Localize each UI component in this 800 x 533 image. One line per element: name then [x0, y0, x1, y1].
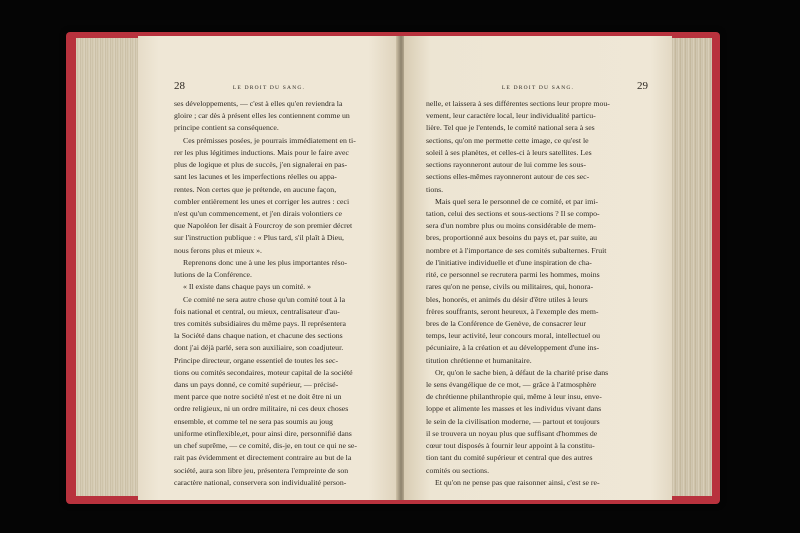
text-line: sur l'instruction publique : « Plus tard, s'il plaît à Dieu, [174, 233, 344, 243]
text-line: combler entièrement les unes et corriger les autres : ceci [174, 196, 350, 206]
text-line: de l'initiative individuelle et d'une inspiration de cha- [426, 257, 592, 267]
text-line: caractère national, conservera son individualité person- [174, 477, 347, 487]
text-line: Ce comité ne sera autre chose qu'un comité tout à la [183, 294, 346, 304]
text-line: principe contient sa conséquence. [174, 123, 279, 133]
text-line: rer les plus légitimes inductions. Mais pour le faire avec [174, 147, 349, 157]
text-line: rité, ce personnel se recrutera parmi les hommes, moins [426, 270, 600, 280]
text-line: pécuniaire, à la création et au développement d'une ins- [426, 343, 600, 353]
text-line: temps, leur activité, leur concours moral, intellectuel ou [426, 331, 601, 341]
text-line: sections, qu'on me permette cette image, ce qu'est le [426, 135, 589, 145]
text-line: nous ferons plus et mieux ». [174, 245, 262, 255]
text-line: Et qu'on ne pense pas que raisonner ainsi, c'est se re- [435, 477, 600, 487]
text-line: que Napoléon Ier disait à Fourcroy de son premier décret [174, 221, 353, 231]
text-line: il se trouvera un noyau plus que suffisant d'hommes de [426, 428, 598, 438]
left-page-text [174, 98, 380, 489]
text-line: tion tant du comité supérieur et central que des autres [426, 453, 593, 463]
page-edges-right [672, 38, 712, 496]
text-line: dont j'ai déjà parlé, sera son auxiliaire, son coadjuteur. [174, 343, 344, 353]
text-line: sections rayonneront autour de lui comme les sous- [426, 160, 587, 170]
left-page-number: 28 [174, 80, 185, 92]
text-line: lière. Tel que je l'entends, le comité national sera à ses [426, 123, 595, 133]
text-line: Principe directeur, organe essentiel de toutes les sec- [174, 355, 339, 365]
text-line: bres, proportionné aux besoins du pays et, par suite, au [426, 233, 598, 243]
text-line: de chrétienne philanthropie qui, même à leur insu, enve- [426, 392, 602, 402]
text-line: tres comités subsidiaires du même pays. Il représentera [174, 318, 346, 328]
right-page-number: 29 [637, 80, 648, 92]
text-line: ensemble, et comme tel ne sera pas soumis au joug [174, 416, 333, 426]
text-line: vement, leur caractère local, leur individualité particu- [426, 111, 596, 121]
text-line: n'est qu'un commencement, et j'en dirais volontiers ce [174, 208, 342, 218]
text-line: plus de logique et plus de succès, j'en signalerai en pas- [174, 160, 348, 170]
page-edges-left [76, 38, 138, 496]
text-line: sera d'un nombre plus ou moins considérable de mem- [426, 221, 596, 231]
text-line: lutions de la Conférence. [174, 270, 252, 280]
text-line: gloire ; car dès à présent elles les contiennent comme un [174, 111, 350, 121]
text-line: bles, honorés, et animés du désir d'être utiles à leurs [426, 294, 588, 304]
text-line: ses développements, — c'est à elles qu'en reviendra la [174, 99, 343, 108]
left-running-head: LE DROIT DU SANG. [232, 85, 306, 91]
text-line: frères souffrants, seront heureux, à l'exemple des mem- [426, 306, 599, 316]
text-line: société, aura son libre jeu, présentera l'empreinte de son [174, 465, 349, 475]
right-page [404, 36, 672, 500]
text-line: le sein de la civilisation moderne, — partout et toujours [426, 416, 600, 426]
text-line: nombre et à l'importance de ses comités subalternes. Fruit [426, 245, 607, 255]
text-line: tation, celui des sections et sous-sections ? Il se compo- [426, 208, 600, 218]
text-line: Reprenons donc une à une les plus importantes réso- [183, 257, 348, 267]
text-line: sections elles-mêmes rayonneront autour de ces sec- [426, 172, 590, 182]
text-line: soleil à ses planètes, et celles-ci à leurs satellites. Les [426, 147, 592, 157]
text-line: tions ou comités secondaires, moteur capital de la société [174, 367, 353, 377]
text-line: Or, qu'on le sache bien, à défaut de la charité prise dans [435, 367, 609, 377]
text-line: bres de la Conférence de Genève, de consacrer leur [426, 318, 586, 328]
text-line: rares qu'on ne pense, civils ou militaires, qui, honora- [426, 282, 594, 292]
right-page-text [426, 98, 642, 489]
text-line: Ces prémisses posées, je pourrais immédiatement en ti- [183, 135, 356, 145]
text-line: sant les lacunes et les imperfections réelles ou appa- [174, 172, 337, 182]
text-line: « Il existe dans chaque pays un comité. » [183, 282, 311, 292]
text-line: dans un pays donné, ce comité supérieur, — précisé- [174, 380, 339, 390]
text-line: comités ou sections. [426, 465, 490, 475]
text-line: fois national et central, ou mieux, centralisateur d'au- [174, 306, 340, 316]
text-line: la Société dans chaque nation, et chacune des sections [174, 331, 343, 341]
text-line: cœur tout disposés à fournir leur appoint à la constitu- [426, 441, 595, 451]
text-line: uniforme etinflexible,et, pour ainsi dire, personnifié dans [174, 428, 352, 438]
text-line: loppe et alimente les masses et les individus vivant dans [426, 404, 602, 414]
text-line: tions. [426, 184, 444, 194]
left-page [138, 36, 400, 500]
text-line: titution chrétienne et humanitaire. [426, 355, 532, 365]
text-line: un chef suprême, — ce comité, dis-je, en tout ce qui ne se- [174, 441, 357, 451]
text-line: rait pas évidemment et directement contraire au but de la [174, 453, 352, 463]
text-line: ment parce que notre société n'est et ne doit être ni un [174, 392, 342, 402]
text-line: nelle, et laissera à ses différentes sections leur propre mou- [426, 99, 610, 108]
text-line: le sens évangélique de ce mot, — grâce à l'atmosphère [426, 380, 597, 390]
right-running-head: LE DROIT DU SANG. [501, 85, 575, 91]
text-line: rentes. Non certes que je prétende, en aucune façon, [174, 184, 337, 194]
text-line: ordre religieux, ni un ordre militaire, ni ces deux choses [174, 404, 349, 414]
text-line: Mais quel sera le personnel de ce comité, et par imi- [435, 196, 599, 206]
